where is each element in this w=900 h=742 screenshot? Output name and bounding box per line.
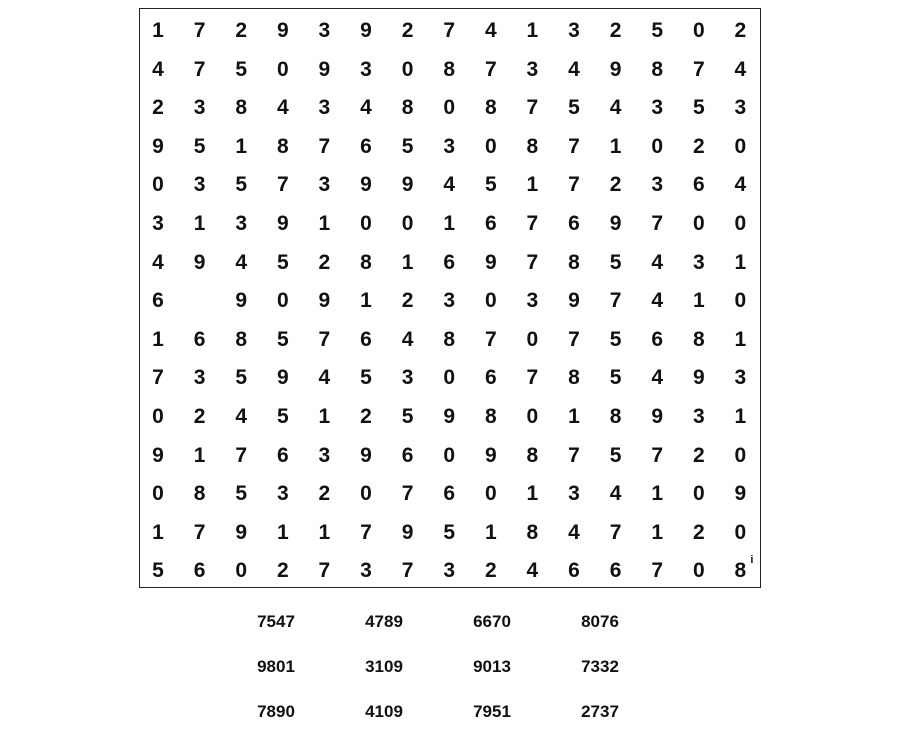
grid-cell[interactable]: 3 (401, 366, 414, 390)
grid-cell[interactable]: 0 (484, 289, 497, 313)
grid-cell[interactable]: 5 (692, 96, 705, 120)
grid-cell[interactable]: 3 (276, 482, 289, 506)
grid-cell[interactable]: 9 (360, 443, 372, 467)
grid-cell[interactable]: 3 (235, 212, 248, 235)
grid-cell[interactable]: 4 (484, 19, 497, 42)
grid-cell[interactable]: 0 (651, 134, 664, 158)
grid-cell[interactable]: 7 (193, 520, 206, 544)
grid-cell[interactable]: 9 (734, 482, 747, 506)
grid-cell[interactable]: 1 (152, 327, 164, 351)
grid-cell[interactable]: 2 (609, 173, 622, 197)
grid-cell[interactable]: 8 (526, 520, 539, 544)
grid-cell[interactable]: 2 (692, 443, 705, 467)
corner-mark: i (750, 554, 754, 567)
grid-cell[interactable]: 8 (609, 405, 622, 428)
grid-cell[interactable]: 7 (568, 443, 580, 467)
grid-cell[interactable]: 8 (235, 96, 248, 120)
word-item: 9013 (473, 657, 511, 676)
grid-cell[interactable]: 0 (360, 212, 372, 235)
grid-cell[interactable]: 6 (484, 366, 497, 390)
grid-cell[interactable]: 6 (193, 327, 206, 351)
grid-cell[interactable]: 9 (401, 520, 414, 544)
grid-cell[interactable]: 8 (401, 96, 414, 120)
grid-cell[interactable]: 3 (443, 134, 456, 158)
grid-cell[interactable]: 9 (443, 405, 456, 428)
grid-cell[interactable]: 1 (193, 212, 206, 235)
grid-cell[interactable]: 0 (443, 443, 456, 467)
grid-cell[interactable]: 0 (276, 289, 289, 313)
grid-cell[interactable]: 4 (443, 173, 456, 197)
grid-cell[interactable]: 9 (193, 250, 206, 274)
grid-cell[interactable]: 0 (692, 482, 705, 506)
grid-cell[interactable]: 7 (526, 366, 539, 390)
grid-cell[interactable]: 5 (193, 134, 206, 158)
grid-cell[interactable]: 5 (609, 327, 622, 351)
grid-cell[interactable]: 6 (443, 250, 456, 274)
grid-cell[interactable]: 5 (276, 327, 289, 351)
grid-cell[interactable]: 2 (318, 250, 331, 274)
grid-cell[interactable]: 4 (401, 327, 414, 351)
grid-cell[interactable]: 9 (152, 443, 164, 467)
grid-cell[interactable]: 3 (692, 250, 705, 274)
grid-cell[interactable]: 8 (692, 327, 705, 351)
grid-cell[interactable]: 7 (651, 443, 664, 467)
word-item: 7951 (473, 702, 511, 721)
grid-cell[interactable]: 7 (609, 289, 622, 313)
word-item: 6670 (473, 612, 511, 631)
grid-cell[interactable]: 7 (526, 96, 539, 120)
grid-cell[interactable]: 9 (651, 405, 664, 428)
grid-cell[interactable]: 2 (401, 289, 414, 313)
grid-cell[interactable]: 1 (609, 134, 622, 158)
grid-cell[interactable]: 9 (276, 212, 289, 235)
grid-cell[interactable]: 5 (276, 250, 289, 274)
grid-cell[interactable]: 8 (568, 250, 580, 274)
grid-cell[interactable]: 2 (235, 19, 248, 42)
grid-cell[interactable]: 8 (526, 443, 539, 467)
grid-cell[interactable]: 5 (235, 482, 248, 506)
grid-cell[interactable]: 3 (526, 289, 539, 313)
grid-cell[interactable]: 5 (609, 366, 622, 390)
grid-cell[interactable]: 4 (609, 96, 622, 120)
grid-cell[interactable]: 8 (484, 96, 497, 120)
grid-cell[interactable]: 2 (484, 559, 497, 583)
grid-cell[interactable]: 2 (692, 134, 705, 158)
grid-cell[interactable]: 4 (360, 96, 372, 120)
grid-cell[interactable]: 2 (318, 482, 331, 506)
grid-cell[interactable]: 2 (734, 19, 747, 42)
grid-cell[interactable]: 3 (443, 559, 456, 583)
grid-cell[interactable]: 4 (235, 405, 248, 428)
grid-cell[interactable]: 9 (484, 250, 497, 274)
grid-cell[interactable]: 0 (692, 212, 705, 235)
grid-cell[interactable]: 1 (692, 289, 705, 313)
word-item: 3109 (365, 657, 403, 676)
grid-cell[interactable]: 3 (568, 482, 580, 506)
grid-cell[interactable]: 0 (734, 134, 747, 158)
grid-cell[interactable]: 0 (360, 482, 372, 506)
grid-cell[interactable]: 4 (651, 366, 664, 390)
grid-cell[interactable]: 9 (276, 366, 289, 390)
grid-cell[interactable]: 7 (152, 366, 164, 390)
grid-cell[interactable]: 7 (568, 134, 580, 158)
word-list (222, 610, 662, 735)
grid-cell[interactable] (179, 282, 221, 320)
grid-cell[interactable]: 1 (651, 482, 664, 506)
grid-cell[interactable]: 2 (692, 520, 705, 544)
grid-cell[interactable]: 4 (276, 96, 289, 120)
word-item: 8076 (581, 612, 619, 631)
grid-cell[interactable]: 6 (401, 443, 414, 467)
grid-cell[interactable]: 7 (401, 482, 414, 506)
grid-cell[interactable]: 0 (443, 366, 456, 390)
grid-cell[interactable]: 7 (526, 250, 539, 274)
grid-cell[interactable]: 9 (276, 19, 289, 42)
grid-cell[interactable]: 7 (484, 327, 497, 351)
grid-cell[interactable]: 7 (193, 57, 206, 81)
grid-cell[interactable]: 0 (734, 443, 747, 467)
grid-cell[interactable]: 7 (276, 173, 289, 197)
grid-cell[interactable]: 7 (193, 19, 206, 42)
grid-cell[interactable]: 7 (235, 443, 248, 467)
grid-cell[interactable]: 3 (318, 19, 331, 42)
grid-cell[interactable]: 1 (734, 327, 747, 351)
grid-cell[interactable]: 5 (609, 443, 622, 467)
grid-cell[interactable]: 4 (568, 57, 580, 81)
grid-cell[interactable]: 4 (318, 366, 331, 390)
grid-cell[interactable]: 9 (484, 443, 497, 467)
grid-cell[interactable]: 1 (526, 482, 539, 506)
grid-cell[interactable]: 9 (401, 173, 414, 197)
grid-cell[interactable]: 4 (609, 482, 622, 506)
grid-cell[interactable]: 3 (692, 405, 705, 428)
grid-cell[interactable]: 9 (235, 520, 248, 544)
grid-cell[interactable]: 1 (152, 19, 164, 42)
grid-cell[interactable]: 6 (484, 212, 497, 235)
grid-cell[interactable]: 0 (152, 173, 164, 197)
grid-cell[interactable]: 8 (443, 57, 456, 81)
grid-cell[interactable]: 4 (734, 173, 747, 197)
grid-cell[interactable]: 6 (692, 173, 705, 197)
grid-cell[interactable]: 2 (193, 405, 206, 428)
grid-cell[interactable]: 9 (152, 134, 164, 158)
grid-cell[interactable]: 9 (609, 212, 622, 235)
grid-cell[interactable]: 5 (401, 134, 414, 158)
grid-cell[interactable]: 5 (651, 19, 664, 42)
grid-cell[interactable]: 3 (568, 19, 580, 42)
grid-cell[interactable]: 0 (734, 289, 747, 313)
grid-cell[interactable]: 9 (318, 57, 331, 81)
grid-cell[interactable]: 8 (568, 366, 580, 390)
grid-cell[interactable]: 4 (152, 57, 164, 81)
grid-cell[interactable]: 4 (152, 250, 164, 274)
grid-cell[interactable]: 5 (152, 559, 164, 583)
grid-cell[interactable]: 0 (443, 96, 456, 120)
grid-cell[interactable]: 7 (568, 173, 580, 197)
grid-cell[interactable]: 9 (235, 289, 248, 313)
grid-cell[interactable]: 1 (526, 19, 539, 42)
grid-cell[interactable]: 1 (360, 289, 372, 313)
grid-cell[interactable]: 4 (568, 520, 580, 544)
grid-cell[interactable]: 4 (526, 559, 539, 583)
grid-cell[interactable]: 0 (692, 19, 705, 42)
grid-cell[interactable]: 9 (568, 289, 580, 313)
grid-cell[interactable]: 7 (360, 520, 372, 544)
grid-cell[interactable]: 8 (276, 134, 289, 158)
grid-cell[interactable]: 2 (609, 19, 622, 42)
grid-cell[interactable]: 7 (484, 57, 497, 81)
word-item: 4109 (365, 702, 403, 721)
grid-cell[interactable]: 0 (692, 559, 705, 583)
grid-cell[interactable]: 8 (484, 405, 497, 428)
grid-cell[interactable]: 6 (276, 443, 289, 467)
grid-cell[interactable]: 3 (360, 57, 372, 81)
grid-cell[interactable]: 3 (360, 559, 372, 583)
grid-cell[interactable]: 1 (443, 212, 456, 235)
grid-cell[interactable]: 7 (401, 559, 414, 583)
grid-cell[interactable]: 3 (193, 173, 206, 197)
grid-cell[interactable]: 4 (651, 289, 664, 313)
grid-cell[interactable]: 5 (443, 520, 456, 544)
grid-cell[interactable]: 5 (568, 96, 580, 120)
grid-cell[interactable]: 1 (152, 520, 164, 544)
grid-cell[interactable]: 7 (651, 559, 664, 583)
grid-cell[interactable]: 0 (484, 482, 497, 506)
grid-cell[interactable]: 4 (651, 250, 664, 274)
grid-cell[interactable]: 7 (318, 559, 331, 583)
grid-cell[interactable]: 8 (193, 482, 206, 506)
grid-cell[interactable]: 0 (152, 482, 164, 506)
grid-cell[interactable]: 9 (360, 19, 372, 42)
word-item: 7547 (257, 612, 295, 631)
grid-cell[interactable]: 1 (734, 250, 747, 274)
grid-cell[interactable]: 7 (526, 212, 539, 235)
grid-cell[interactable]: 0 (401, 57, 414, 81)
word-item: 4789 (365, 612, 403, 631)
grid-cell[interactable]: 0 (152, 405, 164, 428)
grid-cell[interactable]: 8 (235, 327, 248, 351)
grid-cell[interactable]: 1 (276, 520, 289, 544)
grid-cell[interactable]: 9 (692, 366, 705, 390)
grid-cell[interactable]: 4 (734, 57, 747, 81)
grid-cell[interactable]: 7 (692, 57, 705, 81)
grid-cell[interactable]: 3 (152, 212, 164, 235)
grid-cell[interactable]: 1 (235, 134, 248, 158)
grid-cell[interactable]: 5 (484, 173, 497, 197)
grid-cell[interactable]: 6 (360, 134, 372, 158)
grid-cell[interactable]: 5 (235, 57, 248, 81)
grid-cell[interactable]: 2 (401, 19, 414, 42)
grid-cell[interactable]: 7 (568, 327, 580, 351)
grid-cell[interactable]: 6 (360, 327, 372, 351)
grid-cell[interactable]: 3 (651, 173, 664, 197)
grid-cell[interactable]: 7 (318, 327, 331, 351)
grid-cell[interactable]: 8 (526, 134, 539, 158)
grid-cell[interactable]: 6 (568, 559, 580, 583)
grid-cell[interactable]: 1 (193, 443, 206, 467)
grid-cell[interactable]: 3 (443, 289, 456, 313)
grid-cell[interactable]: 2 (152, 96, 164, 120)
grid-cell[interactable]: 6 (152, 289, 164, 313)
grid-cell[interactable]: 7 (651, 212, 664, 235)
grid-cell[interactable]: 3 (193, 96, 206, 120)
grid-cell[interactable]: 8 (443, 327, 456, 351)
grid-cell[interactable]: 5 (235, 173, 248, 197)
grid-cell[interactable]: 1 (401, 250, 414, 274)
grid-cell[interactable]: 1 (484, 520, 497, 544)
grid-cell[interactable]: 7 (609, 520, 622, 544)
grid-cell[interactable]: 5 (276, 405, 289, 428)
grid-cell[interactable]: 1 (526, 173, 539, 197)
grid-cell[interactable]: 8 (360, 250, 372, 274)
grid-cell[interactable]: 0 (526, 405, 539, 428)
grid-cell[interactable]: 3 (734, 366, 747, 390)
grid-cell[interactable]: 0 (526, 327, 539, 351)
grid-cell[interactable]: 9 (360, 173, 372, 197)
word-item: 7332 (581, 657, 619, 676)
grid-cell[interactable]: 6 (443, 482, 456, 506)
grid-cell[interactable]: 4 (235, 250, 248, 274)
grid-cell[interactable]: 1 (318, 212, 331, 235)
grid-cell[interactable]: 1 (568, 405, 580, 428)
word-item: 7890 (257, 702, 295, 721)
grid-cell[interactable]: 0 (276, 57, 289, 81)
grid-cell[interactable]: 5 (609, 250, 622, 274)
grid-cell[interactable]: 1 (318, 405, 331, 428)
grid-cell[interactable]: 8 (651, 57, 664, 81)
grid-cell[interactable]: 3 (193, 366, 206, 390)
grid-cell[interactable]: 5 (360, 366, 372, 390)
grid-cell[interactable]: 1 (651, 520, 664, 544)
grid-cell[interactable]: 5 (401, 405, 414, 428)
grid-cell[interactable]: 3 (318, 443, 331, 467)
grid-cell[interactable]: 6 (193, 559, 206, 583)
grid-cell[interactable]: 8 (734, 559, 747, 583)
grid-cell[interactable]: 3 (651, 96, 664, 120)
grid-cell[interactable]: 6 (609, 559, 622, 583)
word-item: 2737 (581, 702, 619, 721)
grid-cell[interactable]: 2 (360, 405, 372, 428)
grid-cell[interactable]: 3 (318, 173, 331, 197)
grid-cell[interactable]: 0 (401, 212, 414, 235)
grid-cell[interactable]: 6 (651, 327, 664, 351)
grid-cell[interactable]: 3 (318, 96, 331, 120)
grid-cell[interactable]: 5 (235, 366, 248, 390)
grid-cell[interactable]: 1 (734, 405, 747, 428)
grid-cell[interactable]: 7 (443, 19, 456, 42)
number-search-grid (137, 12, 765, 587)
grid-cell[interactable]: 3 (734, 96, 747, 120)
grid-cell[interactable]: 6 (568, 212, 580, 235)
grid-cell[interactable]: 1 (318, 520, 331, 544)
grid-cell[interactable]: 0 (484, 134, 497, 158)
grid-cell[interactable]: 7 (318, 134, 331, 158)
grid-cell[interactable]: 0 (734, 520, 747, 544)
grid-cell[interactable]: 2 (276, 559, 289, 583)
grid-cell[interactable]: 3 (526, 57, 539, 81)
grid-cell[interactable]: 0 (734, 212, 747, 235)
grid-cell[interactable]: 9 (609, 57, 622, 81)
word-item: 9801 (257, 657, 295, 676)
grid-cell[interactable]: 0 (235, 559, 248, 583)
grid-cell[interactable]: 9 (318, 289, 331, 313)
